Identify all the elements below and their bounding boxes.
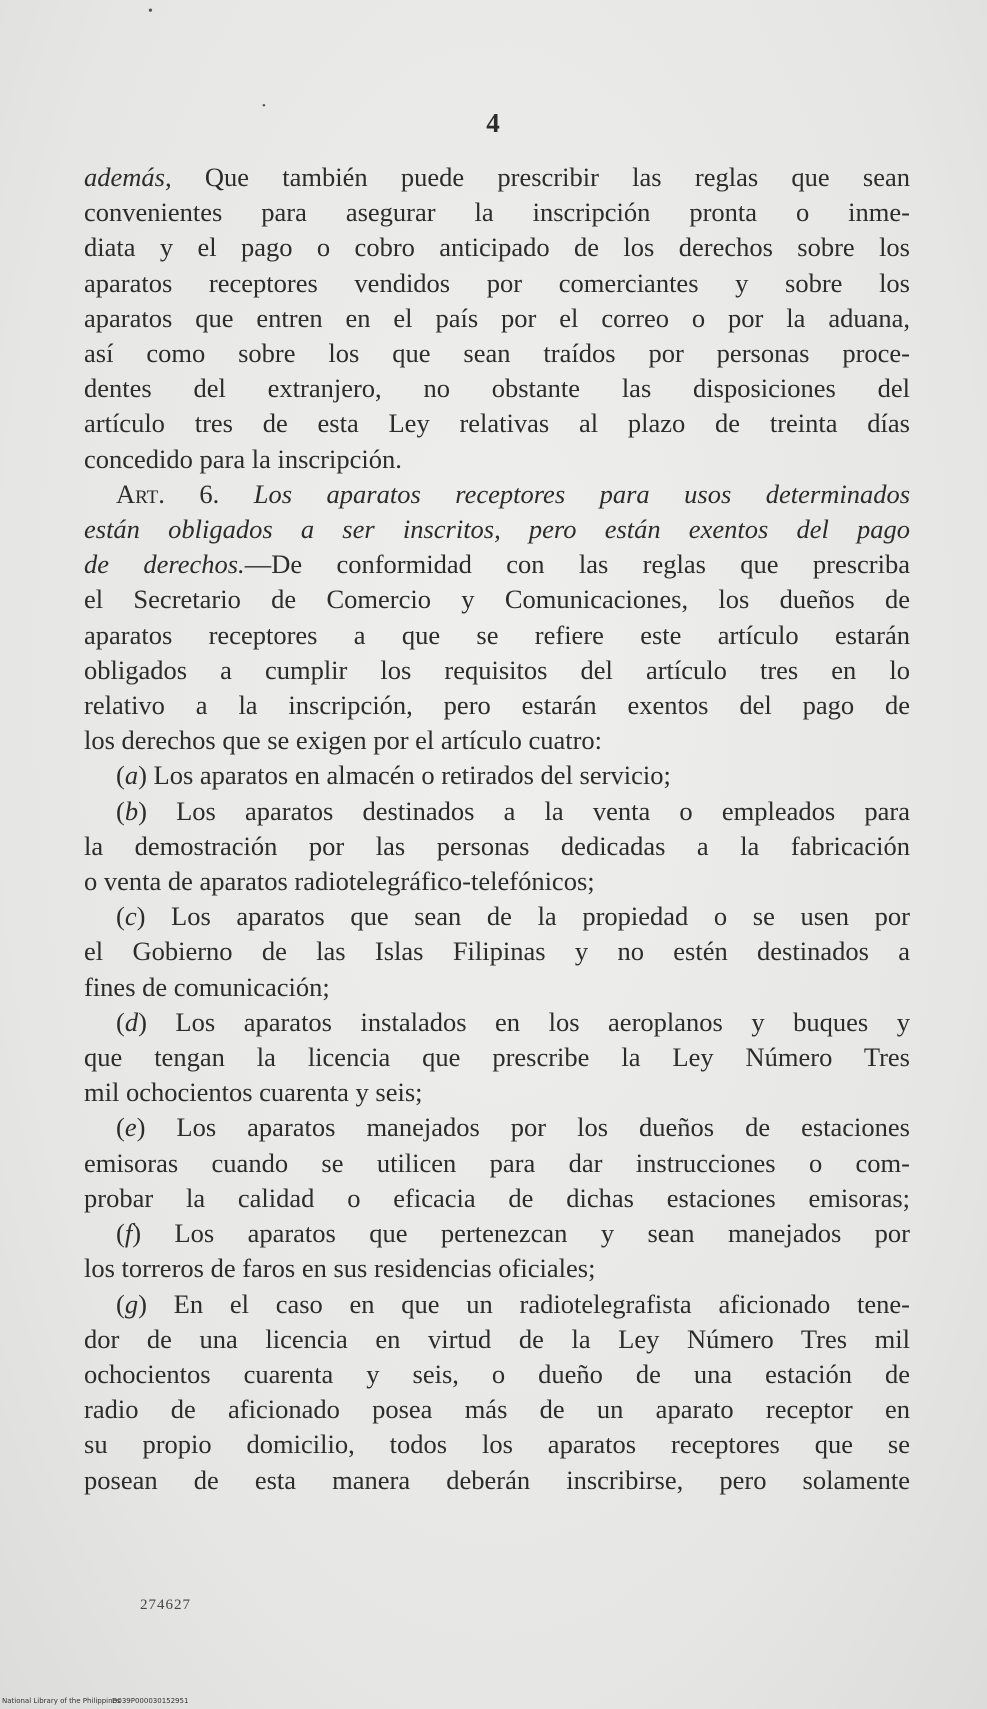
text-line: [84, 336, 910, 371]
text-run: Que también puede prescribir las reglas que sean: [171, 162, 910, 192]
text-line: [84, 160, 910, 195]
text-line: [84, 1075, 910, 1110]
page-number: 4: [486, 108, 501, 138]
text-run: los derechos que se exigen por el artículo cuatro:: [84, 725, 603, 756]
text-line: [84, 1322, 910, 1357]
text-run: Los aparatos receptores para usos determinados: [253, 478, 911, 509]
text-run: diata y el pago o cobro anticipado de los derechos sobre los: [84, 232, 910, 263]
text-run: o venta de aparatos radiotelegráfico-telefónicos;: [84, 866, 595, 897]
text-line: [84, 406, 910, 441]
text-line: [84, 230, 910, 265]
text-run: convenientes para asegurar la inscripción pronta o inme-: [84, 197, 910, 228]
text-run: a: [124, 760, 139, 791]
text-line: [84, 1392, 910, 1427]
text-line: [84, 1287, 910, 1322]
text-line: [84, 1181, 910, 1216]
text-run: ) Los aparatos que sean de la propiedad o se usen por: [136, 901, 910, 932]
text-line: [84, 864, 910, 899]
text-run: —De conformidad con las reglas que prescriba: [244, 549, 910, 580]
footer-code: 274627: [140, 1597, 191, 1613]
text-run: de derechos.: [84, 549, 245, 580]
text-run: b: [124, 795, 139, 826]
text-line: [84, 1110, 910, 1145]
text-run: (: [116, 1218, 125, 1249]
scan-speck: •: [148, 4, 153, 19]
scan-speck: •: [262, 100, 266, 112]
text-run: dentes del extranjero, no obstante las disposiciones del: [84, 373, 910, 404]
text-run: ) Los aparatos que pertenezcan y sean manejados por: [132, 1218, 910, 1249]
text-line: [84, 794, 910, 829]
text-run: e: [124, 1112, 137, 1143]
text-line: [84, 899, 910, 934]
text-run: ochocientos cuarenta y seis, o dueño de una estación de: [84, 1358, 910, 1389]
text-line: [84, 618, 910, 653]
text-line: [84, 371, 910, 406]
text-run: (: [116, 795, 125, 826]
text-line: [84, 970, 910, 1005]
text-run: están obligados a ser inscritos, pero están exentos del pago: [84, 514, 910, 545]
text-run: la demostración por las personas dedicadas a la fabricación: [84, 830, 910, 861]
text-line: [84, 1357, 910, 1392]
text-run: ) Los aparatos instalados en los aeroplanos y buques y: [138, 1006, 910, 1037]
text-line: [84, 512, 910, 547]
text-run: además,: [84, 162, 172, 192]
scan-label: National Library of the Philippines: [2, 1697, 121, 1705]
text-run: c: [124, 901, 137, 932]
text-run: g: [124, 1288, 139, 1319]
text-run: obligados a cumplir los requisitos del artículo tres en lo: [84, 654, 910, 685]
text-line: [84, 266, 910, 301]
text-line: [84, 1146, 910, 1181]
body-text: [84, 160, 910, 1498]
text-run: probar la calidad o eficacia de dichas estaciones emisoras;: [84, 1182, 910, 1213]
text-line: [84, 688, 910, 723]
text-run: ) Los aparatos manejados por los dueños de estaciones: [136, 1112, 910, 1143]
text-run: (: [116, 1288, 125, 1319]
text-run: Art.: [116, 478, 165, 509]
text-run: su propio domicilio, todos los aparatos receptores que se: [84, 1429, 910, 1460]
text-line: [84, 1251, 910, 1286]
text-run: aparatos receptores a que se refiere este artículo estarán: [84, 619, 910, 650]
text-run: (: [116, 901, 125, 932]
text-run: concedido para la inscripción.: [84, 443, 402, 474]
text-line: [84, 477, 910, 512]
text-run: aparatos receptores vendidos por comerciantes y sobre los: [84, 267, 910, 298]
text-run: ) Los aparatos destinados a la venta o empleados para: [138, 795, 910, 826]
text-run: emisoras cuando se utilicen para dar instrucciones o com-: [84, 1147, 910, 1178]
text-line: [84, 723, 910, 758]
text-run: (: [116, 1006, 125, 1037]
text-run: que tengan la licencia que prescribe la Ley Número Tres: [84, 1042, 910, 1073]
text-line: [84, 1005, 910, 1040]
scan-id: D039P000030152951: [112, 1697, 189, 1705]
text-run: d: [124, 1006, 139, 1037]
text-run: relativo a la inscripción, pero estarán exentos del pago de: [84, 690, 910, 721]
text-run: f: [124, 1218, 133, 1249]
text-run: el Gobierno de las Islas Filipinas y no estén destinados a: [84, 936, 910, 967]
text-line: [84, 653, 910, 688]
text-run: (: [116, 760, 125, 791]
text-line: [84, 195, 910, 230]
text-run: (: [116, 1112, 125, 1143]
text-run: dor de una licencia en virtud de la Ley Número Tres mil: [84, 1323, 910, 1354]
text-run: fines de comunicación;: [84, 971, 330, 1002]
text-line: [84, 1427, 910, 1462]
text-run: ) Los aparatos en almacén o retirados del servicio;: [138, 760, 671, 791]
text-run: 6.: [164, 478, 254, 509]
text-run: el Secretario de Comercio y Comunicaciones, los dueños de: [84, 584, 910, 615]
text-run: así como sobre los que sean traídos por personas proce-: [84, 338, 910, 369]
text-run: aparatos que entren en el país por el correo o por la aduana,: [84, 302, 910, 333]
text-run: ) En el caso en que un radiotelegrafista aficionado tene-: [138, 1288, 910, 1319]
text-run: artículo tres de esta Ley relativas al plazo de treinta días: [84, 408, 910, 439]
text-line: [84, 547, 910, 582]
text-line: [84, 934, 910, 969]
text-line: [84, 758, 910, 793]
text-line: [84, 1040, 910, 1075]
text-line: [84, 442, 910, 477]
text-run: posean de esta manera deberán inscribirse, pero solamente: [84, 1464, 910, 1495]
text-run: radio de aficionado posea más de un aparato receptor en: [84, 1394, 910, 1425]
text-line: [84, 582, 910, 617]
text-line: [84, 1463, 910, 1498]
text-line: [84, 301, 910, 336]
text-run: los torreros de faros en sus residencias oficiales;: [84, 1253, 596, 1284]
text-run: mil ochocientos cuarenta y seis;: [84, 1077, 423, 1108]
text-line: [84, 1216, 910, 1251]
text-line: [84, 829, 910, 864]
